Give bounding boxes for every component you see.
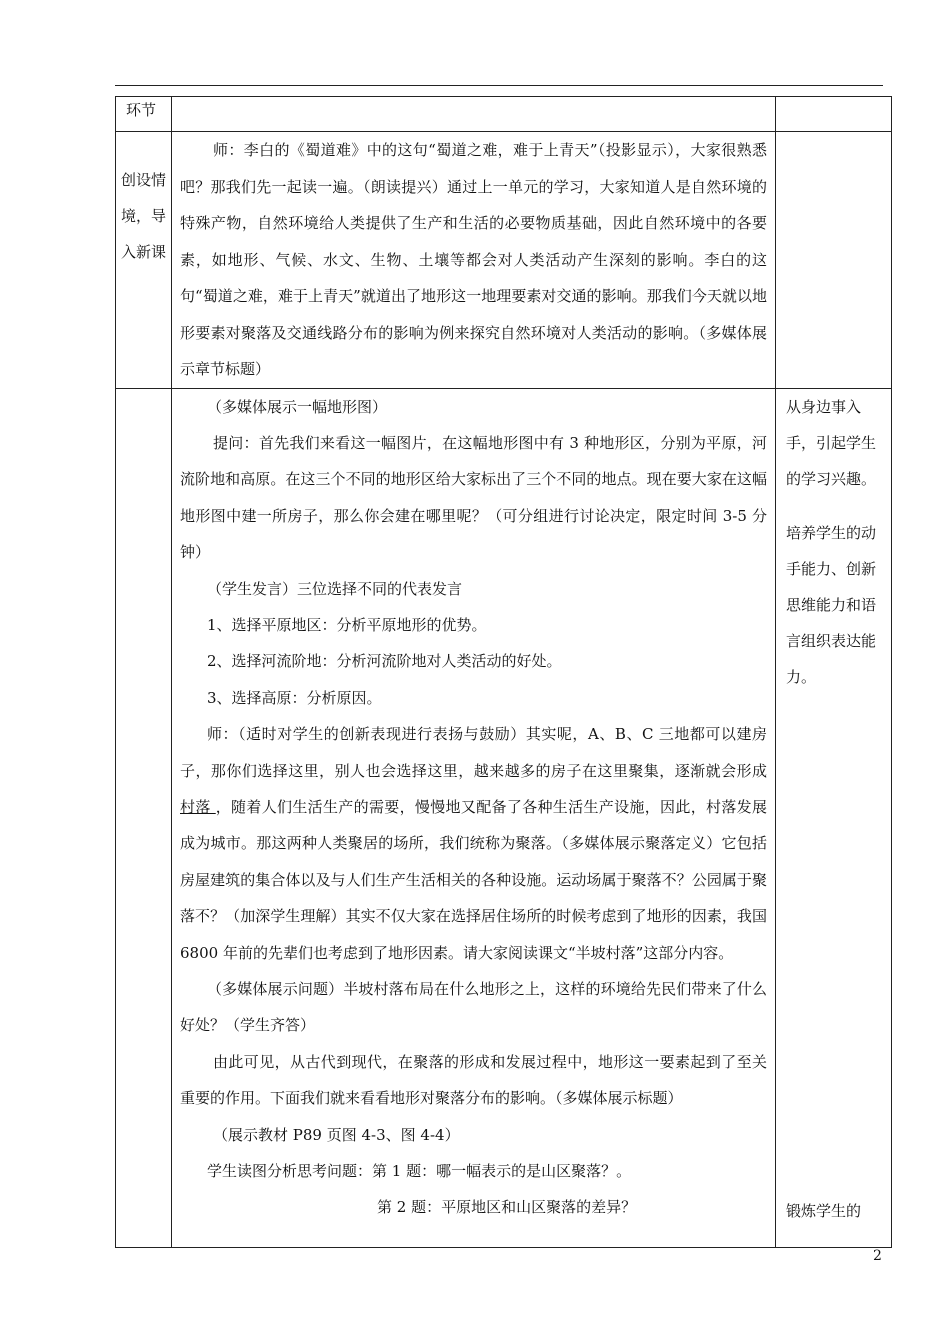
page-number: 2 <box>873 1248 882 1264</box>
paragraph: 第 2 题：平原地区和山区聚落的差异？ <box>377 1198 637 1217</box>
intro-paragraph: 师：李白的《蜀道难》中的这句“蜀道之难，难于上青天”（投影显示），大家很熟悉吧？那我们先一起读一遍。（朗读提兴）通过上一单元的学习，大家知道人是自然环境的特殊产物，自然环境给人类提供了生产和生活的必要物质基础，因此自然环境中的各要素，如地形、气候、水文、生物、土壤等都会对人类活动产生深刻的影响。李白的这句“蜀道之难，难于上青天”就道出了地形这一地理要素对交通的影响。那我们今天就以地形要素对聚落及交通线路分布的影响为例来探究自然环境对人类活动的影响。（多媒体展示章节标题） <box>180 141 767 378</box>
notes-cell <box>776 132 892 389</box>
stage-header-cell <box>116 97 172 132</box>
teaching-note: 锻炼学生的 <box>786 1201 862 1220</box>
paragraph: 3、选择高原：分析原因。 <box>207 688 382 707</box>
paragraph: （多媒体展示问题）半坡村落布局在什么地形之上，这样的环境给先民们带来了什么好处？（学生齐答） <box>180 980 767 1035</box>
lesson-plan-table <box>115 96 892 1248</box>
paragraph: 1、选择平原地区：分析平原地形的优势。 <box>207 615 487 634</box>
paragraph: 由此可见，从古代到现代，在聚落的形成和发展过程中，地形这一要素起到了至关重要的作用。下面我们就来看看地形对聚落分布的影响。（多媒体展示标题） <box>180 1052 767 1108</box>
paragraph <box>172 716 775 971</box>
fill-in-blank-answer: 村落 <box>180 797 216 816</box>
paragraph: （学生发言）三位选择不同的代表发言 <box>207 579 463 598</box>
paragraph-text: ，随着人们生活生产的需要，慢慢地又配备了各种生活生产设施，因此，村落发展成为城市。那这两种人类聚居的场所，我们统称为聚落。（多媒体展示聚落定义）它包括房屋建筑的集合体以及与人们生产生活相关的各种设施。运动场属于聚落不？公园属于聚落不？（加深学生理解）其实不仅大家在选择居住场所的时候考虑到了地形的因素，我国 6800 年前的先辈们也考虑到了地形因素。请大家阅读课文“半坡村落”这部分内容。 <box>180 797 767 962</box>
stage-cell <box>116 132 172 389</box>
teaching-note: 从身边事入手，引起学生的学习兴趣。 <box>786 397 877 488</box>
content-cell <box>172 132 776 389</box>
paragraph: 学生读图分析思考问题：第 1 题：哪一幅表示的是山区聚落？。 <box>207 1162 632 1181</box>
paragraph: （展示教材 P89 页图 4-3、图 4-4） <box>213 1125 460 1144</box>
paragraph: 2、选择河流阶地：分析河流阶地对人类活动的好处。 <box>207 652 562 671</box>
stage-label: 创设情境，导入新课 <box>120 171 166 261</box>
content-cell <box>172 388 776 1247</box>
table-row <box>116 388 892 1247</box>
paragraph: 提问：首先我们来看这一幅图片，在这幅地形图中有 3 种地形区，分别为平原，河流阶地和高原。在这三个不同的地形区给大家标出了三个不同的地点。现在要大家在这幅地形图中建一所房子，那么你会建在哪里呢？（可分组进行讨论决定，限定时间 3-5 分钟） <box>180 433 767 562</box>
stage-header: 环节 <box>126 101 157 119</box>
stage-cell <box>116 388 172 1247</box>
notes-cell <box>776 388 892 1247</box>
notes-header-cell <box>776 97 892 132</box>
content-header-cell <box>172 97 776 132</box>
header-rule <box>115 85 883 86</box>
table-header-row <box>116 97 892 132</box>
table-row <box>116 132 892 389</box>
paragraph-text: 师：（适时对学生的创新表现进行表扬与鼓励）其实呢，A、B、C 三地都可以建房子，那你们选择这里，别人也会选择这里，越来越多的房子在这里聚集，逐渐就会形成 <box>180 725 767 780</box>
paragraph: （多媒体展示一幅地形图） <box>207 397 388 416</box>
teaching-note: 培养学生的动手能力、创新思维能力和语言组织表达能力。 <box>786 523 877 686</box>
